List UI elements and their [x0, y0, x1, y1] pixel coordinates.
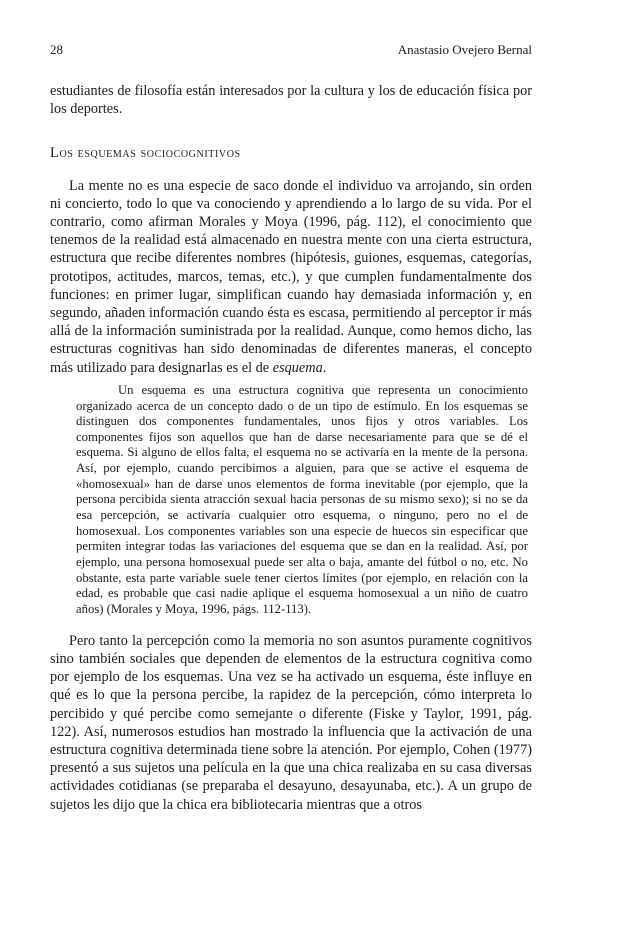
- body-text: [50, 82, 532, 814]
- paragraph-1-text: La mente no es una especie de saco donde el individuo va arrojando, sin orden ni concierto, todo lo que va conociendo y aprendiendo a lo largo de su vida. Por el contrario, como afirman Morales y Moya (1996, pág. 112), el conocimiento que tenemos de la realidad está almacenado en nuestra mente con una cierta estructura, estructura que recibe diferentes nombres (hipótesis, guiones, esquemas, categorías, prototipos, actitudes, marcos, temas, etc.), y que cumplen fundamentalmente dos funciones: en primer lugar, simplifican cuando hay demasiada información y, en segundo, añaden información cuando ésta es escasa, permitiendo al perceptor ir más allá de la información suministrada por la realidad. Aunque, como hemos dicho, las estructuras cognitivas han sido denominadas de diferentes maneras, el concepto más utilizado para designarlas es el de: [50, 177, 532, 376]
- section-title: Los esquemas sociocognitivos: [50, 145, 241, 162]
- page-number: 28: [50, 42, 63, 57]
- paragraph-2: Pero tanto la percepción como la memoria no son asuntos puramente cognitivos sino también sociales que dependen de elementos de la estructura cognitiva como por ejemplo de los esquemas. Una vez se ha activado un esquema, éste influye en qué es lo que la persona percibe, la rapidez de la percepción, cómo interpreta lo percibido y qué percibe como semejante o diferente (Fiske y Taylor, 1991, pág. 122). Así, numerosos estudios han mostrado la influencia que la activación de una estructura cognitiva determinada tiene sobre la atención. Por ejemplo, Cohen (1977) presentó a sus sujetos una película en la que una chica realizaba en su casa diversas actividades cotidianas (se preparaba el desayuno, desayunaba, etc.). A un grupo de sujetos les dijo que la chica era bibliotecaria mientras que a otros: [50, 632, 532, 813]
- paragraph-1: [50, 177, 532, 377]
- running-head: Anastasio Ovejero Bernal: [397, 42, 532, 57]
- continuation-paragraph: estudiantes de filosofía están interesados por la cultura y los de educación física por los deportes.: [50, 83, 532, 118]
- page-header: [50, 42, 532, 62]
- block-quote: [76, 383, 528, 618]
- emphasis-term: esquema: [272, 359, 323, 376]
- quote-text: Un esquema es una estructura cognitiva que representa un conocimiento organizado acerca de un concepto dado o de un tipo de estímulo. En los esquemas se distinguen dos componentes fundamentales, unos fijos y otros variables. Los componentes fijos son aquellos que han de darse necesariamente para que se dé el esquema. Si alguno de ellos falta, el esquema no se activaría en la mente de la persona. Así, por ejemplo, cuando percibimos a alguien, para que se active el esquema de «homosexual» han de darse unos elementos de forma inevitable (por ejemplo, que la persona percibida sienta atracción sexual hacia personas de su mismo sexo); si no se da esa percepción, se activaría cualquier otro esquema, o ninguno, pero no el de homosexual. Los componentes variables son una especie de huecos sin especificar que permiten integrar todas las variaciones del esquema que se dan en la realidad. Así, por ejemplo, una persona homosexual puede ser alta o baja, amante del fútbol o no, etc. No obstante, esta parte variable suele tener ciertos límites (por ejemplo, en relación con la edad, es probable que casi nadie aplique el esquema homosexual a un niño de cuatro años) (Morales y Moya, 1996, págs. 112-113).: [76, 382, 528, 617]
- paragraph-1-end: .: [322, 359, 327, 376]
